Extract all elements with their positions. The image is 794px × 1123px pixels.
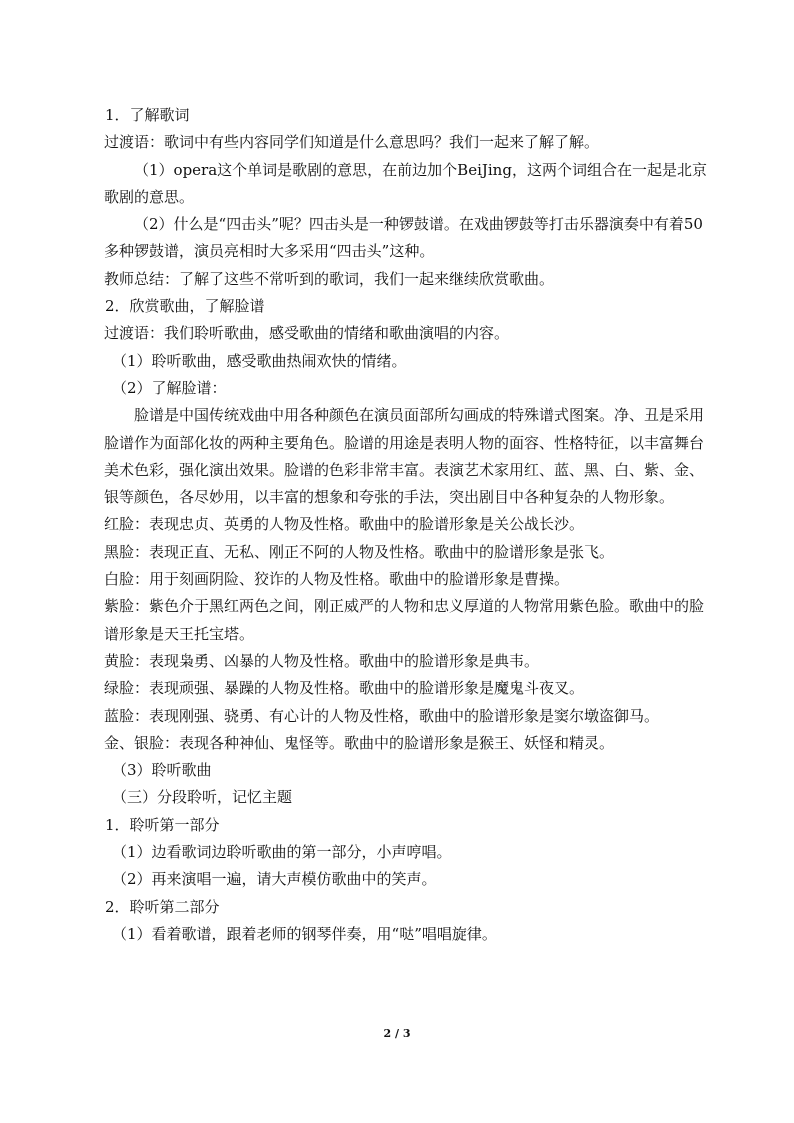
heading-part-2: 2．聆听第二部分: [105, 897, 220, 916]
paragraph-facial-makeup: 脸谱是中国传统戏曲中用各种颜色在演员面部所勾画成的特殊谱式图案。净、丑是采用脸谱作为面部化妆的两种主要角色。脸谱的用途是表明人物的面容、性格特征，以丰富舞台美术色彩，强化演出效果。脸谱的色彩非常丰富。表演艺术家用红、蓝、黑、白、紫、金、银等颜色，各尽妙用，以丰富的想象和夸张的手法，突出剧目中各种复杂的人物形象。: [104, 406, 705, 507]
transition-paragraph: 过渡语：歌词中有些内容同学们知道是什么意思吗？我们一起来了解了解。: [104, 133, 600, 152]
list-item-part2-1: （1）看着歌谱，跟着老师的钢琴伴奏，用“哒”唱唱旋律。: [112, 924, 497, 943]
paragraph-blue-face: 蓝脸：表现刚强、骁勇、有心计的人物及性格，歌曲中的脸谱形象是窦尔墩盗御马。: [104, 706, 660, 725]
heading-understand-lyrics: 1．了解歌词: [105, 106, 190, 124]
paragraph-black-face: 黑脸：表现正直、无私、刚正不阿的人物及性格。歌曲中的脸谱形象是张飞。: [104, 542, 615, 561]
teacher-summary: 教师总结：了解了这些不常听到的歌词，我们一起来继续欣赏歌曲。: [104, 269, 555, 288]
heading-part-1: 1．聆听第一部分: [105, 815, 220, 834]
transition-paragraph-2: 过渡语：我们聆听歌曲，感受歌曲的情绪和歌曲演唱的内容。: [104, 324, 510, 343]
heading-appreciate-song: 2．欣赏歌曲，了解脸谱: [105, 297, 265, 316]
paragraph-sijitou: （2）什么是“四击头”呢？四击头是一种锣鼓谱。在戏曲锣鼓等打击乐器演奏中有着50多种锣鼓谱，演员亮相时大多采用“四击头”这种。: [104, 215, 703, 261]
list-item-listen-song: （3）聆听歌曲: [112, 761, 212, 780]
paragraph-gold-silver-face: 金、银脸：表现各种神仙、鬼怪等。歌曲中的脸谱形象是猴王、妖怪和精灵。: [104, 733, 615, 752]
paragraph-green-face: 绿脸：表现顽强、暴躁的人物及性格。歌曲中的脸谱形象是魔鬼斗夜叉。: [104, 679, 585, 698]
paragraph-white-face: 白脸：用于刻画阴险、狡诈的人物及性格。歌曲中的脸谱形象是曹操。: [104, 570, 570, 589]
list-item-part1-1: （1）边看歌词边聆听歌曲的第一部分，小声哼唱。: [112, 843, 452, 862]
paragraph-yellow-face: 黄脸：表现枭勇、凶暴的人物及性格。歌曲中的脸谱形象是典韦。: [104, 651, 540, 670]
paragraph-purple-face: 紫脸：紫色介于黑红两色之间，刚正威严的人物和忠义厚道的人物常用紫色脸。歌曲中的脸谱形象是天王托宝塔。: [104, 597, 705, 643]
list-item-part1-2: （2）再来演唱一遍，请大声模仿歌曲中的笑声。: [112, 870, 437, 889]
page-number: 2 / 3: [383, 1027, 411, 1040]
list-item-facial-makeup: （2）了解脸谱：: [112, 378, 227, 397]
section-heading-3: （三）分段聆听，记忆主题: [112, 788, 293, 807]
document-body: [104, 102, 714, 948]
paragraph-red-face: 红脸：表现忠贞、英勇的人物及性格。歌曲中的脸谱形象是关公战长沙。: [104, 515, 585, 534]
paragraph-opera: （1）opera这个单词是歌剧的意思，在前边加个BeiJing，这两个词组合在一起是北京歌剧的意思。: [104, 160, 707, 206]
list-item-listen: （1）聆听歌曲，感受歌曲热闹欢快的情绪。: [112, 351, 407, 370]
